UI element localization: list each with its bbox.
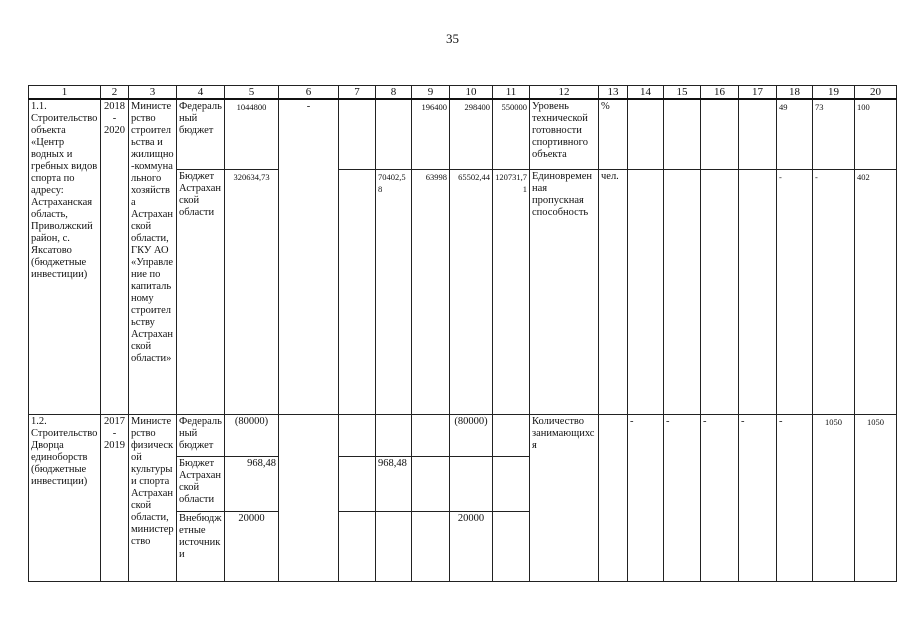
col15-cell [664,169,701,414]
col14-cell [628,169,664,414]
col11-cell [493,511,530,581]
years-cell: 2018 - 2020 [101,99,129,414]
col16-cell: - [701,414,739,581]
col19-cell: 73 [813,99,855,169]
indicator-cell: Уровень технической готовности спортивного объекта [530,99,599,169]
total-cell: 968,48 [225,456,279,511]
header-cell: 4 [177,86,225,100]
col9-cell [412,511,450,581]
col11-cell [493,414,530,456]
total-cell: 320634,73 [225,169,279,414]
unit-cell: % [599,99,628,169]
col15-cell: - [664,414,701,581]
col7-cell [339,414,376,456]
total-cell: (80000) [225,414,279,456]
page-number: 35 [446,31,459,46]
col15-cell [664,99,701,169]
header-cell: 2 [101,86,129,100]
header-cell: 19 [813,86,855,100]
header-cell: 9 [412,86,450,100]
col7-cell [339,99,376,169]
col9-cell [412,414,450,456]
col20-cell: 1050 [855,414,897,581]
col20-cell: 100 [855,99,897,169]
col16-cell [701,169,739,414]
col10-cell: 65502,44 [450,169,493,414]
col14-cell [628,99,664,169]
header-cell: 20 [855,86,897,100]
header-cell: 3 [129,86,177,100]
col7-cell [339,456,376,511]
funding-source-cell: Федеральный бюджет [177,414,225,456]
object-name-cell: 1.1. Строительство объекта «Центр водных и гребных видов спорта по адресу: Астраханская область, Приволжский район, с. Яксатово (бюджетные инвестиции) [29,99,101,414]
header-row [29,86,897,100]
header-cell: 17 [739,86,777,100]
col6-cell [279,414,339,581]
col17-cell [739,169,777,414]
col6-cell: - [279,99,339,414]
funding-source-cell: Бюджет Астраханской области [177,456,225,511]
header-cell: 14 [628,86,664,100]
header-cell: 1 [29,86,101,100]
indicator-cell: Единовременная пропускная способность [530,169,599,414]
header-cell: 8 [376,86,412,100]
col7-cell [339,169,376,414]
col10-cell: (80000) [450,414,493,456]
header-cell: 12 [530,86,599,100]
col18-cell: - [777,414,813,581]
col9-cell: 196400 [412,99,450,169]
unit-cell: чел. [599,169,628,414]
col11-cell [493,456,530,511]
col8-cell [376,511,412,581]
col20-cell: 402 [855,169,897,414]
funding-source-cell: Внебюджетные источники [177,511,225,581]
header-cell: 16 [701,86,739,100]
funding-source-cell: Бюджет Астраханской области [177,169,225,414]
header-cell: 15 [664,86,701,100]
col19-cell: 1050 [813,414,855,581]
table-row [29,99,897,169]
header-cell: 18 [777,86,813,100]
col8-cell: 968,48 [376,456,412,511]
header-cell: 5 [225,86,279,100]
col19-cell: - [813,169,855,414]
col10-cell: 298400 [450,99,493,169]
col7-cell [339,511,376,581]
col9-cell [412,456,450,511]
col18-cell: 49 [777,99,813,169]
indicator-cell: Количество занимающихся [530,414,599,581]
col16-cell [701,99,739,169]
col14-cell: - [628,414,664,581]
executor-cell: Министерство физической культуры и спорта Астраханской области, министерство [129,414,177,581]
header-cell: 10 [450,86,493,100]
header-cell: 6 [279,86,339,100]
col10-cell: 20000 [450,511,493,581]
col17-cell [739,99,777,169]
col9-cell: 63998 [412,169,450,414]
object-name-cell: 1.2. Строительство Дворца единоборств (бюджетные инвестиции) [29,414,101,581]
col11-cell: 120731,71 [493,169,530,414]
header-cell: 7 [339,86,376,100]
col18-cell: - [777,169,813,414]
col11-cell: 550000 [493,99,530,169]
header-cell: 13 [599,86,628,100]
table-row [29,414,897,456]
total-cell: 1044800 [225,99,279,169]
header-cell: 11 [493,86,530,100]
funding-source-cell: Федеральный бюджет [177,99,225,169]
total-cell: 20000 [225,511,279,581]
col8-cell [376,99,412,169]
executor-cell: Министерство строительства и жилищно-коммунального хозяйства Астраханской области, ГКУ АО «Управление по капитальному строительству Астраханской области» [129,99,177,414]
unit-cell [599,414,628,581]
program-table [28,85,897,582]
years-cell: 2017 - 2019 [101,414,129,581]
col8-cell: 70402,58 [376,169,412,414]
col17-cell: - [739,414,777,581]
col10-cell [450,456,493,511]
col8-cell [376,414,412,456]
